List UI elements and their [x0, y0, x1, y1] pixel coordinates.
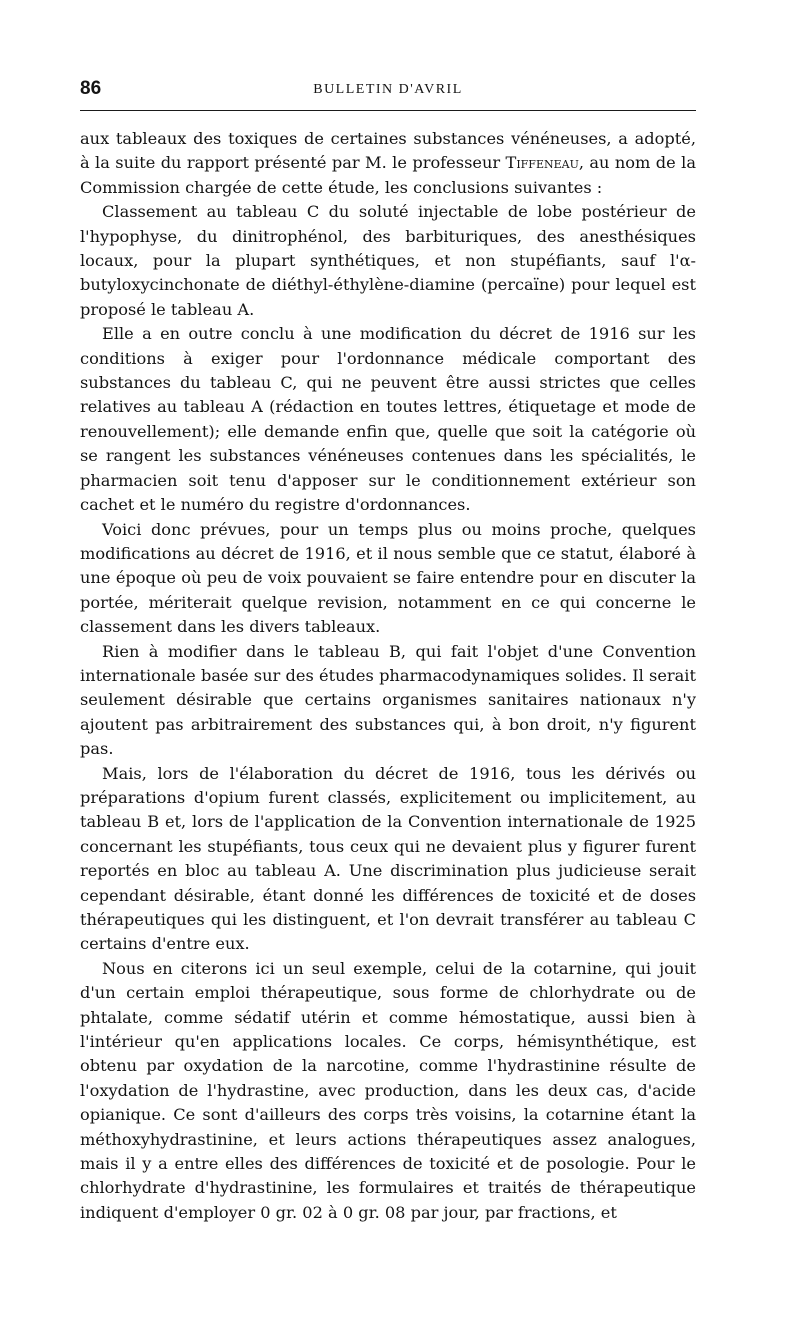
running-title: BULLETIN D'AVRIL	[313, 82, 463, 97]
body-text	[80, 127, 696, 1225]
paragraph-1-text-after: , au nom de la Commission chargée de cette étude, les conclusions suivantes :	[80, 153, 696, 197]
running-head	[80, 76, 696, 111]
paragraph-3: Elle a en outre conclu à une modification du décret de 1916 sur les conditions à exiger pour l'ordonnance médicale comportant des substances du tableau C, qui ne peuvent être aussi strictes que celles relatives au tableau A (rédaction en toutes lettres, étiquetage et mode de renouvellement); elle demande enfin que, quelle que soit la catégorie où se rangent les substances vénéneuses contenues dans les spécialités, le pharmacien soit tenu d'apposer sur le conditionnement extérieur son cachet et le numéro du registre d'ordonnances.	[80, 324, 696, 515]
paragraph-5: Rien à modifier dans le tableau B, qui fait l'objet d'une Convention internationale basée sur des études pharmacodynamiques solides. Il serait seulement désirable que certains organismes sanitaires nationaux n'y ajoutent pas arbitrairement des substances qui, à bon droit, n'y figurent pas.	[80, 641, 696, 759]
paragraph-1	[80, 127, 696, 200]
paragraph-7: Nous en citerons ici un seul exemple, celui de la cotarnine, qui jouit d'un certain emploi thérapeutique, sous forme de chlorhydrate ou de phtalate, comme sédatif utérin et comme hémostatique, aussi bien à l'intérieur qu'en applications locales. Ce corps, hémisynthétique, est obtenu par oxydation de la narcotine, comme l'hydrastinine résulte de l'oxydation de l'hydrastine, avec production, dans les deux cas, d'acide opianique. Ce sont d'ailleurs des corps très voisins, la cotarnine étant la méthoxyhydrastinine, et leurs actions thérapeutiques assez analogues, mais il y a entre elles des différences de toxicité et de posologie. Pour le chlorhydrate d'hydrastinine, les formulaires et traités de thérapeutique indiquent d'employer 0 gr. 02 à 0 gr. 08 par jour, par fractions, et	[80, 958, 696, 1222]
author-name: Tiffeneau	[505, 153, 579, 173]
book-page	[80, 76, 696, 1225]
page-number: 86	[80, 78, 102, 99]
paragraph-4: Voici donc prévues, pour un temps plus ou moins proche, quelques modifications au décret de 1916, et il nous semble que ce statut, élaboré à une époque où peu de voix pouvaient se faire entendre pour en discuter la portée, mériterait quelque revision, notamment en ce qui concerne le classement dans les divers tableaux.	[80, 519, 696, 637]
paragraph-6: Mais, lors de l'élaboration du décret de 1916, tous les dérivés ou préparations d'opium furent classés, explicitement ou implicitement, au tableau B et, lors de l'application de la Convention internationale de 1925 concernant les stupéfiants, tous ceux qui ne devaient plus y figurer furent reportés en bloc au tableau A. Une discrimination plus judicieuse serait cependant désirable, étant donné les différences de toxicité et de doses thérapeutiques qui les distinguent, et l'on devrait transférer au tableau C certains d'entre eux.	[80, 763, 696, 954]
paragraph-2: Classement au tableau C du soluté injectable de lobe postérieur de l'hypophyse, du dinitrophénol, des barbituriques, des anesthésiques locaux, pour la plupart synthétiques, et non stupéfiants, sauf l'α-butyloxycinchonate de diéthyl-éthylène-diamine (percaïne) pour lequel est proposé le tableau A.	[80, 202, 696, 319]
paragraph-1-text-before: aux tableaux des toxiques de certaines substances vénéneuses, a adopté, à la suite du rapport présenté par M. le professeur	[80, 129, 696, 173]
